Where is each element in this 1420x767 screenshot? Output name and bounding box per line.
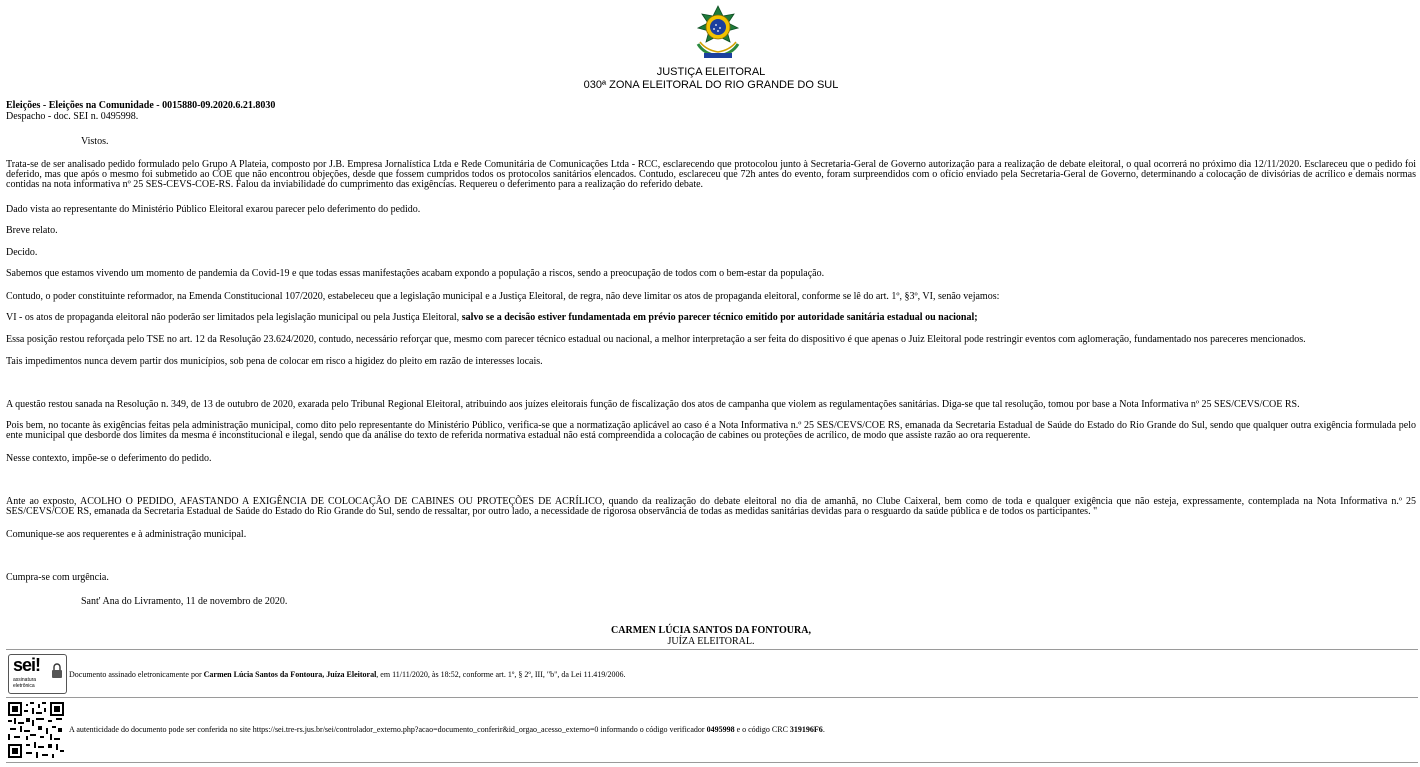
signature-statement-signer: Carmen Lúcia Santos da Fontoura, Juíza Eleitoral <box>203 670 377 679</box>
sei-electronic-signature-logo <box>8 654 67 694</box>
sei-logo-caption <box>13 677 36 689</box>
document-title: Eleições - Eleições na Comunidade - 0015880-09.2020.6.21.8030 <box>6 100 276 111</box>
authenticity-middle: e o código CRC <box>734 725 790 734</box>
lock-icon <box>51 663 63 679</box>
electoral-zone: 030ª ZONA ELEITORAL DO RIO GRANDE DO SUL <box>583 79 839 91</box>
paragraph-mp-opinion: Dado vista ao representante do Ministério Público Eleitoral exarou parecer pelo deferimento do pedido. <box>6 204 421 215</box>
signature-statement <box>69 670 626 679</box>
document-subtitle: Despacho - doc. SEI n. 0495998. <box>6 111 139 122</box>
court-name: JUSTIÇA ELEITORAL <box>656 66 766 78</box>
paragraph-tse-resolution: Essa posição restou reforçada pelo TSE no art. 12 da Resolução 23.624/2020, contudo, necessário reforçar que, mesmo com parecer técnico estadual ou nacional, a melhor interpretação a ser feita do dispositivo é que apenas o Juiz Eleitoral pode restringir eventos com aglomeração, fundamentado nos pareceres mencionados. <box>6 334 1306 345</box>
verification-code: 0495998 <box>706 725 735 734</box>
paragraph-pandemic: Sabemos que estamos vivendo um momento de pandemia da Covid-19 e que todas essas manifestações acabam expondo a população a riscos, sendo a preocupação de todos com o bem-estar da população. <box>6 268 825 279</box>
place-and-date: Sant' Ana do Livramento, 11 de novembro de 2020. <box>81 596 288 607</box>
authenticity-statement <box>69 725 825 734</box>
paragraph-context: Nesse contexto, impõe-se o deferimento do pedido. <box>6 453 212 464</box>
divider <box>6 649 1418 650</box>
paragraph-municipal-requirements: Pois bem, no tocante às exigências feitas pela administração municipal, como dito pelo representante do Ministério Público, verifica-se que a normatização aplicável ao caso é a Nota Informativa n.º 25 SES/CEVS/COE RS, emanada da Secretaria Estadual de Saúde do Estado do Rio Grande do Sul, sendo que qualquer outra exigência formulada pelo ente municipal que desborde dos limites da mesma é inconstitucional e ilegal, sendo que da análise do texto de referida normativa estadual não está compreendida a colocação de cabines ou proteções de acrílico, de modo que assiste razão ao ora requerente. <box>6 420 1416 441</box>
sei-logo-caption-line1: assinatura <box>13 677 37 683</box>
quoted-rule-text: VI - os atos de propaganda eleitoral não poderão ser limitados pela legislação municipal ou pela Justiça Eleitoral, <box>6 312 462 323</box>
paragraph-tre-resolution: A questão restou sanada na Resolução n. 349, de 13 de outubro de 2020, exarada pelo Tribunal Regional Eleitoral, atribuindo aos juízes eleitorais função de fiscalização dos atos de campanha que violem as regulamentações sanitárias. Diga-se que tal resolução, tomou por base a Nota Informativa nº 25 SES/CEVS/COE RS. <box>6 399 1300 410</box>
paragraph-urgency: Cumpra-se com urgência. <box>6 572 109 583</box>
sei-logo-word: sei! <box>13 655 41 675</box>
divider <box>6 697 1418 698</box>
paragraph-communicate: Comunique-se aos requerentes e à administração municipal. <box>6 529 247 540</box>
crc-code: 319196F6 <box>789 725 823 734</box>
opening-vistos: Vistos. <box>81 136 109 147</box>
authenticity-end: . <box>822 725 825 734</box>
quoted-rule-emphasis: salvo se a decisão estiver fundamentada em prévio parecer técnico emitido por autoridade sanitária estadual ou nacional; <box>461 312 978 323</box>
sei-logo-caption-line2: eletrônica <box>13 683 35 689</box>
paragraph-municipal-restrictions: Tais impedimentos nunca devem partir dos municípios, sob pena de colocar em risco a higidez do pleito em razão de interesses locais. <box>6 356 543 367</box>
paragraph-report: Trata-se de ser analisado pedido formulado pelo Grupo A Plateia, composto por J.B. Empresa Jornalística Ltda e Rede Comunitária de Comunicações Ltda - RCC, esclarecendo que protocolou junto à Secretaria-Geral de Governo autorização para a realização de debate eleitoral, o qual ocorrerá no próximo dia 12/11/2020. Esclareceu que o pedido foi deferido, mas que após o mesmo foi submetido ao COE que não encontrou objeções, desde que fossem cumpridos todos os protocolos sanitários elencados. Contudo, esclareceu que 72h antes do evento, foram surpreendidos com o ofício enviado pela Secretaria-Geral de Governo, determinando a colocação de divisórias de acrílico e demais normas contidas na nota informativa nº 25 SES-CEVS-COE-RS. Falou da inviabilidade do cumprimento das exigências. Requereu o deferimento para a realização do referido debate. <box>6 159 1416 190</box>
paragraph-quoted-rule <box>6 313 1416 323</box>
divider <box>6 762 1418 763</box>
paragraph-constitutional-amendment: Contudo, o poder constituinte reformador, na Emenda Constitucional 107/2020, estabeleceu que a legislação municipal e a Justiça Eleitoral, de regra, não deve limitar os atos de propaganda eleitoral, conforme se lê do art. 1º, §3º, VI, senão vejamos: <box>6 291 1000 302</box>
signature-statement-suffix: , em 11/11/2020, às 18:52, conforme art. 1º, § 2º, III, "b", da Lei 11.419/2006. <box>376 670 626 679</box>
authenticity-prefix: A autenticidade do documento pode ser conferida no site https://sei.tre-rs.jus.br/sei/controlador_externo.php?acao=documento_conferir&id_orgao_acesso_externo=0 informando o código verificador <box>69 725 707 734</box>
qr-code-icon <box>8 702 64 758</box>
signer-name: CARMEN LÚCIA SANTOS DA FONTOURA, <box>611 625 811 636</box>
signer-role: JUÍZA ELEITORAL. <box>667 636 755 647</box>
paragraph-brief-report: Breve relato. <box>6 225 58 236</box>
paragraph-decide: Decido. <box>6 247 38 258</box>
brazil-coat-of-arms-icon <box>690 4 746 62</box>
signature-statement-prefix: Documento assinado eletronicamente por <box>69 670 204 679</box>
paragraph-ruling: Ante ao exposto, ACOLHO O PEDIDO, AFASTANDO A EXIGÊNCIA DE COLOCAÇÃO DE CABINES OU PROTEÇÕES DE ACRÍLICO, quando da realização do debate eleitoral no dia de amanhã, no Clube Caixeral, bem como de toda e qualquer exigência que não esteja, expressamente, contemplada na Nota Informativa n.º 25 SES/CEVS/COE RS, emanada da Secretaria Estadual de Saúde do Estado do Rio Grande do Sul, sendo de ressaltar, por outro lado, a necessidade de rigorosa observância de todas as medidas sanitárias devidas para o resguardo da saúde pública e de todos os participantes. " <box>6 496 1416 517</box>
